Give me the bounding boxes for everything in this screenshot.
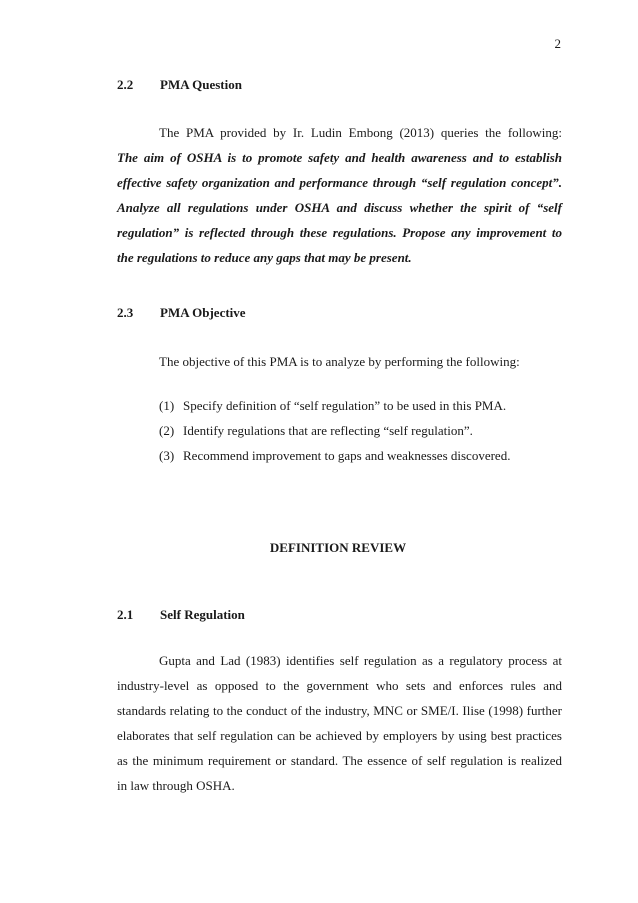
chapter-heading: DEFINITION REVIEW	[269, 540, 407, 555]
paragraph-line: standards relating to the conduct of the industry, MNC or SME/I. Ilise (1998) further	[117, 703, 562, 718]
paragraph-line: industry-level as opposed to the government who sets and enforces rules and	[117, 678, 562, 693]
paragraph-line: The aim of OSHA is to promote safety and health awareness and to establish	[117, 150, 562, 165]
section-title: PMA Objective	[160, 305, 246, 320]
section-title: Self Regulation	[160, 607, 245, 622]
page-number: 2	[554, 36, 561, 51]
list-item: (2) Identify regulations that are reflecting “self regulation”.	[159, 423, 473, 438]
objective-list	[159, 393, 510, 468]
list-item: (3) Recommend improvement to gaps and weaknesses discovered.	[159, 448, 511, 463]
paragraph-line: as the minimum requirement or standard. The essence of self regulation is realized	[117, 753, 562, 768]
section-heading-2-1	[117, 607, 245, 623]
pma-question-paragraph	[117, 120, 562, 270]
paragraph-line: elaborates that self regulation can be achieved by employers by using best practices	[117, 728, 562, 743]
section-number: 2.1	[117, 607, 134, 622]
section-heading-2-3	[117, 305, 246, 321]
section-title: PMA Question	[160, 77, 242, 92]
section-number: 2.2	[117, 77, 134, 92]
paragraph-line: regulation” is reflected through these regulations. Propose any improvement to	[117, 225, 562, 240]
objective-intro: The objective of this PMA is to analyze by performing the following:	[159, 354, 520, 369]
paragraph-line: the regulations to reduce any gaps that may be present.	[117, 250, 412, 265]
paragraph-line: The PMA provided by Ir. Ludin Embong (2013) queries the following:	[159, 125, 562, 140]
section-heading-2-2	[117, 77, 242, 93]
list-item: (1) Specify definition of “self regulation” to be used in this PMA.	[159, 398, 507, 413]
paragraph-line: in law through OSHA.	[117, 778, 235, 793]
paragraph-line: Analyze all regulations under OSHA and discuss whether the spirit of “self	[117, 200, 562, 215]
paragraph-line: effective safety organization and performance through “self regulation concept”.	[117, 175, 562, 190]
section-number: 2.3	[117, 305, 134, 320]
paragraph-line: Gupta and Lad (1983) identifies self regulation as a regulatory process at	[159, 653, 562, 668]
self-regulation-paragraph	[117, 648, 562, 798]
